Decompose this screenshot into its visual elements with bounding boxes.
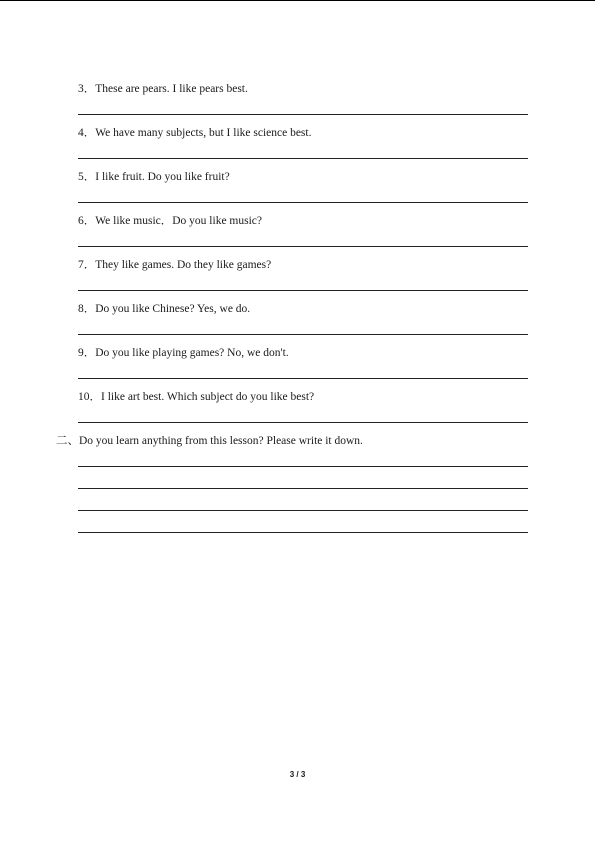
sentence-item-10: 10．I like art best. Which subject do you like best?: [78, 391, 315, 403]
answer-line[interactable]: [78, 246, 528, 247]
answer-line[interactable]: [78, 114, 528, 115]
answer-line[interactable]: [78, 290, 528, 291]
top-border-rule: [0, 0, 595, 1]
sentence-item-6: 6．We like music．Do you like music?: [78, 215, 262, 227]
answer-line[interactable]: [78, 158, 528, 159]
writing-line[interactable]: [78, 532, 528, 533]
writing-line[interactable]: [78, 488, 528, 489]
sentence-item-7: 7．They like games. Do they like games?: [78, 259, 272, 271]
sentence-item-9: 9．Do you like playing games? No, we don't.: [78, 347, 289, 359]
sentence-item-8: 8．Do you like Chinese? Yes, we do.: [78, 303, 251, 315]
writing-line[interactable]: [78, 466, 528, 467]
page-number: 3 / 3: [289, 770, 306, 779]
sentence-item-3: 3．These are pears. I like pears best.: [78, 83, 248, 95]
answer-line[interactable]: [78, 378, 528, 379]
answer-line[interactable]: [78, 334, 528, 335]
section-two-prompt: 二、Do you learn anything from this lesson? Please write it down.: [56, 435, 363, 447]
sentence-item-5: 5．I like fruit. Do you like fruit?: [78, 171, 230, 183]
writing-line[interactable]: [78, 510, 528, 511]
answer-line[interactable]: [78, 202, 528, 203]
sentence-item-4: 4．We have many subjects, but I like science best.: [78, 127, 312, 139]
answer-line[interactable]: [78, 422, 528, 423]
